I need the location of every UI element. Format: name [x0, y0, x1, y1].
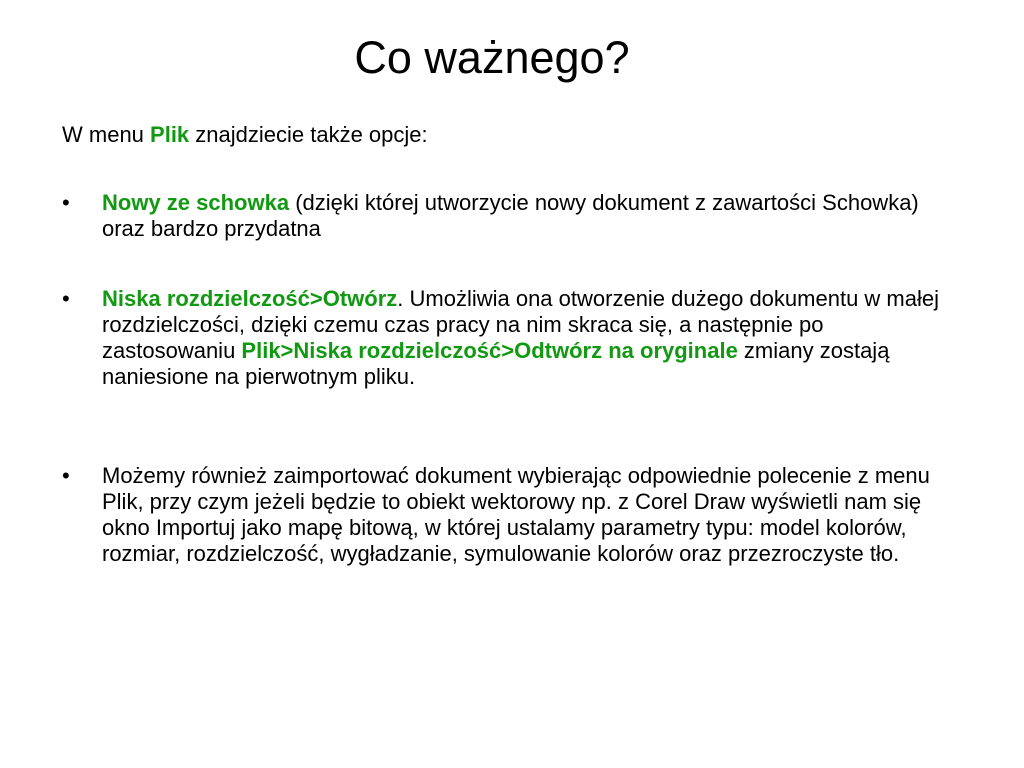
bullet-text: [102, 286, 962, 390]
intro-pre: W menu: [62, 122, 151, 147]
bullet-highlight: Nowy ze schowka: [102, 190, 290, 215]
bullet-item: [62, 286, 962, 390]
bullet-marker: •: [62, 190, 70, 215]
bullet-body-2: zmiany zostają naniesione na pierwotnym pliku.: [102, 338, 890, 389]
bullet-highlight: Niska rozdzielczość>Otwórz: [102, 286, 398, 311]
bullet-body: (dzięki której utworzycie nowy dokument z zawartości Schowka) oraz bardzo przydatna: [102, 190, 919, 241]
bullet-item: [62, 190, 962, 242]
bullet-marker: •: [62, 286, 70, 311]
intro-line: [62, 120, 428, 150]
bullet-body: . Umożliwia ona otworzenie dużego dokumentu w małej rozdzielczości, dzięki czemu czas pracy na nim skraca się, a następnie po zastosowaniu: [102, 286, 939, 363]
intro-highlight: Plik: [150, 122, 190, 147]
intro-post: znajdziecie także opcje:: [189, 122, 428, 147]
bullet-text: [102, 190, 962, 242]
bullet-highlight-2: Plik>Niska rozdzielczość>Odtwórz na oryginale: [241, 338, 738, 363]
bullet-text: [102, 463, 962, 567]
bullet-item: [62, 463, 962, 567]
bullet-body: Możemy również zaimportować dokument wybierając odpowiednie polecenie z menu Plik, przy czym jeżeli będzie to obiekt wektorowy np. z Corel Draw wyświetli nam się okno Importuj jako mapę bitową, w której ustalamy parametry typu: model kolorów, rozmiar, rozdzielczość, wygładzanie, symulowanie kolorów oraz przezroczyste tło.: [102, 463, 930, 566]
bullet-marker: •: [62, 463, 70, 488]
slide-title: Co ważnego?: [354, 32, 630, 83]
